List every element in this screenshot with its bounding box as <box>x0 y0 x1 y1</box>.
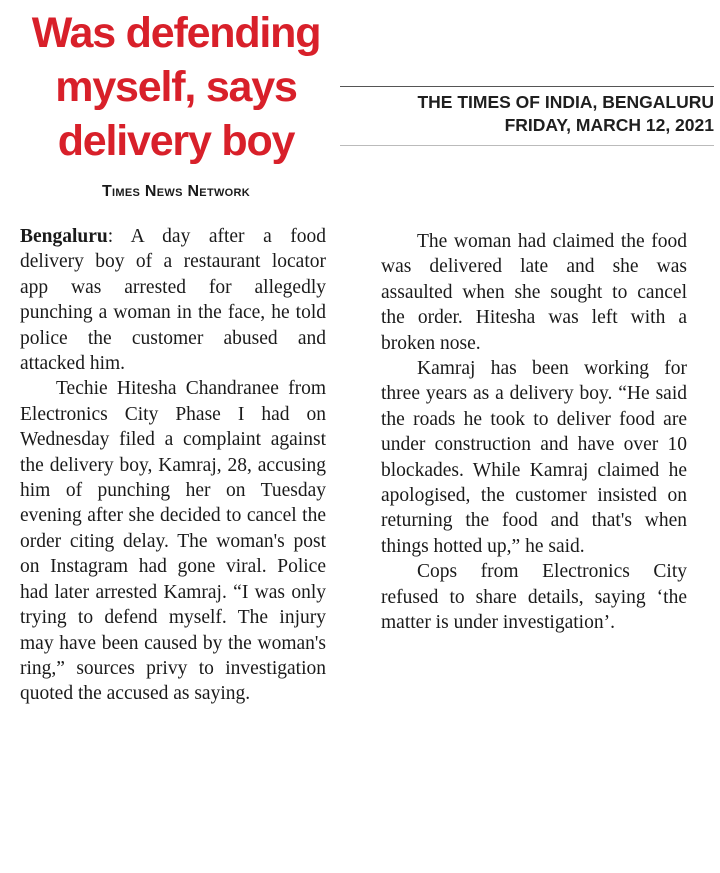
headline-line-1: Was defending <box>31 9 321 57</box>
publication-name: THE TIMES OF INDIA, BENGALURU <box>417 92 714 112</box>
body-paragraph-3: Kamraj has been working for three years as a delivery boy. “He said the roads he took to deliver food are under construction and have over 10 blockades. While Kamraj claimed he apologised, the customer insisted on returning the food and that's when things hotted up,” he said. <box>381 358 687 557</box>
headline-line-2: myself, says <box>55 63 297 111</box>
byline: Times News Network <box>101 183 250 200</box>
masthead <box>340 86 714 137</box>
article-column-2 <box>381 229 687 636</box>
dateline: Bengaluru <box>20 226 108 247</box>
lead-text: : A day after a food delivery boy of a restaurant locator app was arrested for allegedly punching a woman in the face, he told police the customer abused and attacked him. <box>20 226 326 375</box>
headline-line-3: delivery boy <box>57 117 295 165</box>
lead-paragraph <box>20 224 326 376</box>
body-paragraph-1: Techie Hitesha Chandranee from Electronics City Phase I had on Wednesday filed a complaint against the delivery boy, Kamraj, 28, accusing him of punching her on Tuesday evening after she decided to cancel the order citing delay. The woman's post on Instagram had gone viral. Police had later arrested Kamraj. “I was only trying to defend myself. The injury may have been caused by the woman's ring,” sources privy to investigation quoted the accused as saying. <box>20 378 326 705</box>
body-paragraph-4: Cops from Electronics City refused to share details, saying ‘the matter is under investigation’. <box>381 561 687 634</box>
headline <box>8 6 344 168</box>
body-paragraph-2: The woman had claimed the food was delivered late and she was assaulted when she sought to cancel the order. Hitesha was left with a broken nose. <box>381 231 687 354</box>
masthead-rule <box>340 145 714 146</box>
article-column-1 <box>20 224 326 707</box>
publication-date: FRIDAY, MARCH 12, 2021 <box>504 115 714 135</box>
